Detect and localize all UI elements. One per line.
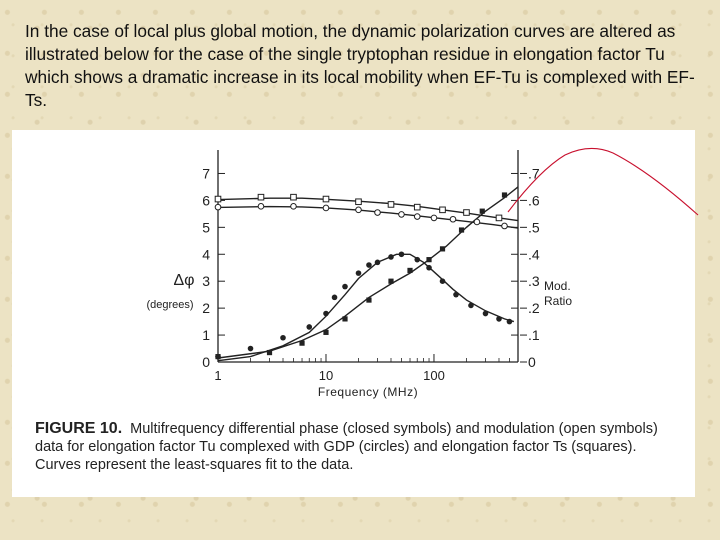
data-point-open-circle [356,207,362,213]
data-point-open-square [414,204,420,210]
right-axis-label: Mod. [544,279,571,293]
data-point-open-circle [215,204,221,210]
fit-curve-filled-square [218,187,518,358]
data-point-open-square [323,196,329,202]
x-tick-label: 100 [423,368,445,383]
right-tick-label: 0 [528,354,536,370]
left-tick-label: 7 [202,165,210,182]
data-point-filled-square [323,330,328,335]
data-point-filled-circle [332,295,338,301]
data-point-open-circle [431,215,437,221]
data-point-open-circle [414,214,420,220]
data-point-filled-circle [306,324,312,330]
data-point-filled-square [299,341,304,346]
right-tick-label: .5 [528,219,540,236]
data-point-filled-circle [399,251,405,257]
data-point-open-square [356,199,362,205]
x-tick-label: 1 [214,368,222,383]
slide-paragraph: In the case of local plus global motion, the dynamic polarization curves are altered as illustrated below for the case of the single tryptophan residue in elongation factor Tu which shows a dramatic increase in its local mobility when EF-Tu is complexed with EF-Ts. [25,21,695,110]
x-axis-label: Frequency (MHz) [317,385,419,399]
data-point-filled-circle [440,278,446,284]
data-point-open-square [258,194,264,200]
data-point-filled-circle [356,270,362,276]
data-point-open-circle [399,212,405,218]
right-tick-label: .7 [528,165,540,182]
data-point-filled-square [480,209,485,214]
data-point-filled-circle [248,346,254,352]
data-point-filled-circle [507,319,513,325]
caption-label: FIGURE 10. [35,420,123,437]
data-point-filled-circle [414,257,420,263]
data-point-open-square [440,207,446,213]
left-tick-label: 1 [202,327,210,344]
figure-panel [12,130,695,497]
data-point-filled-square [366,297,371,302]
data-point-open-circle [291,204,297,210]
fit-curve-open-circle [218,207,518,229]
figure-caption [35,420,685,474]
left-tick-label: 3 [202,273,210,290]
data-point-filled-circle [388,254,394,260]
data-point-open-square [388,202,394,208]
data-point-filled-square [426,257,431,262]
data-point-open-square [291,194,297,200]
right-tick-label: .2 [528,300,540,317]
right-axis-unit: Ratio [544,294,573,308]
data-point-filled-circle [496,316,502,322]
left-tick-label: 2 [202,300,210,317]
left-axis-label: Δφ [173,272,195,289]
left-tick-label: 6 [202,192,210,209]
left-axis-unit: (degrees) [146,299,194,311]
data-point-filled-square [215,354,220,359]
x-tick-label: 10 [318,368,334,383]
data-point-open-circle [258,204,264,210]
data-point-filled-circle [323,311,329,317]
data-point-open-square [464,210,470,216]
caption-text: Multifrequency differential phase (closed symbols) and modulation (open symbols) data for elongation factor Tu complexed with GDP (circles) and elongation factor Ts (squares). Curves represent the least-squares fit to the data. [35,421,658,473]
data-point-filled-square [440,246,445,251]
right-tick-label: .4 [528,246,540,263]
data-point-filled-circle [483,311,489,317]
data-point-filled-circle [280,335,286,341]
data-point-filled-square [267,350,272,355]
data-point-filled-circle [426,265,432,271]
data-point-filled-circle [342,284,348,290]
fit-curve-open-square [218,198,518,220]
data-point-open-circle [450,216,456,222]
data-point-filled-square [459,227,464,232]
right-tick-label: .3 [528,273,540,290]
left-tick-label: 5 [202,219,210,236]
data-point-open-square [215,196,221,202]
left-tick-label: 4 [202,246,210,263]
right-tick-label: .1 [528,327,540,344]
multifrequency-chart [12,130,695,420]
data-point-open-circle [323,205,329,211]
data-point-filled-square [342,316,347,321]
data-point-filled-circle [375,260,381,266]
data-point-open-circle [474,219,480,225]
data-point-filled-square [388,279,393,284]
data-point-filled-circle [453,292,459,298]
data-point-filled-square [407,268,412,273]
left-tick-label: 0 [202,354,210,370]
data-point-filled-circle [468,303,474,309]
right-tick-label: .6 [528,192,540,209]
data-point-filled-square [502,192,507,197]
data-point-open-circle [375,210,381,216]
data-point-open-circle [502,223,508,229]
data-point-filled-circle [366,262,372,268]
data-point-open-square [496,215,502,221]
